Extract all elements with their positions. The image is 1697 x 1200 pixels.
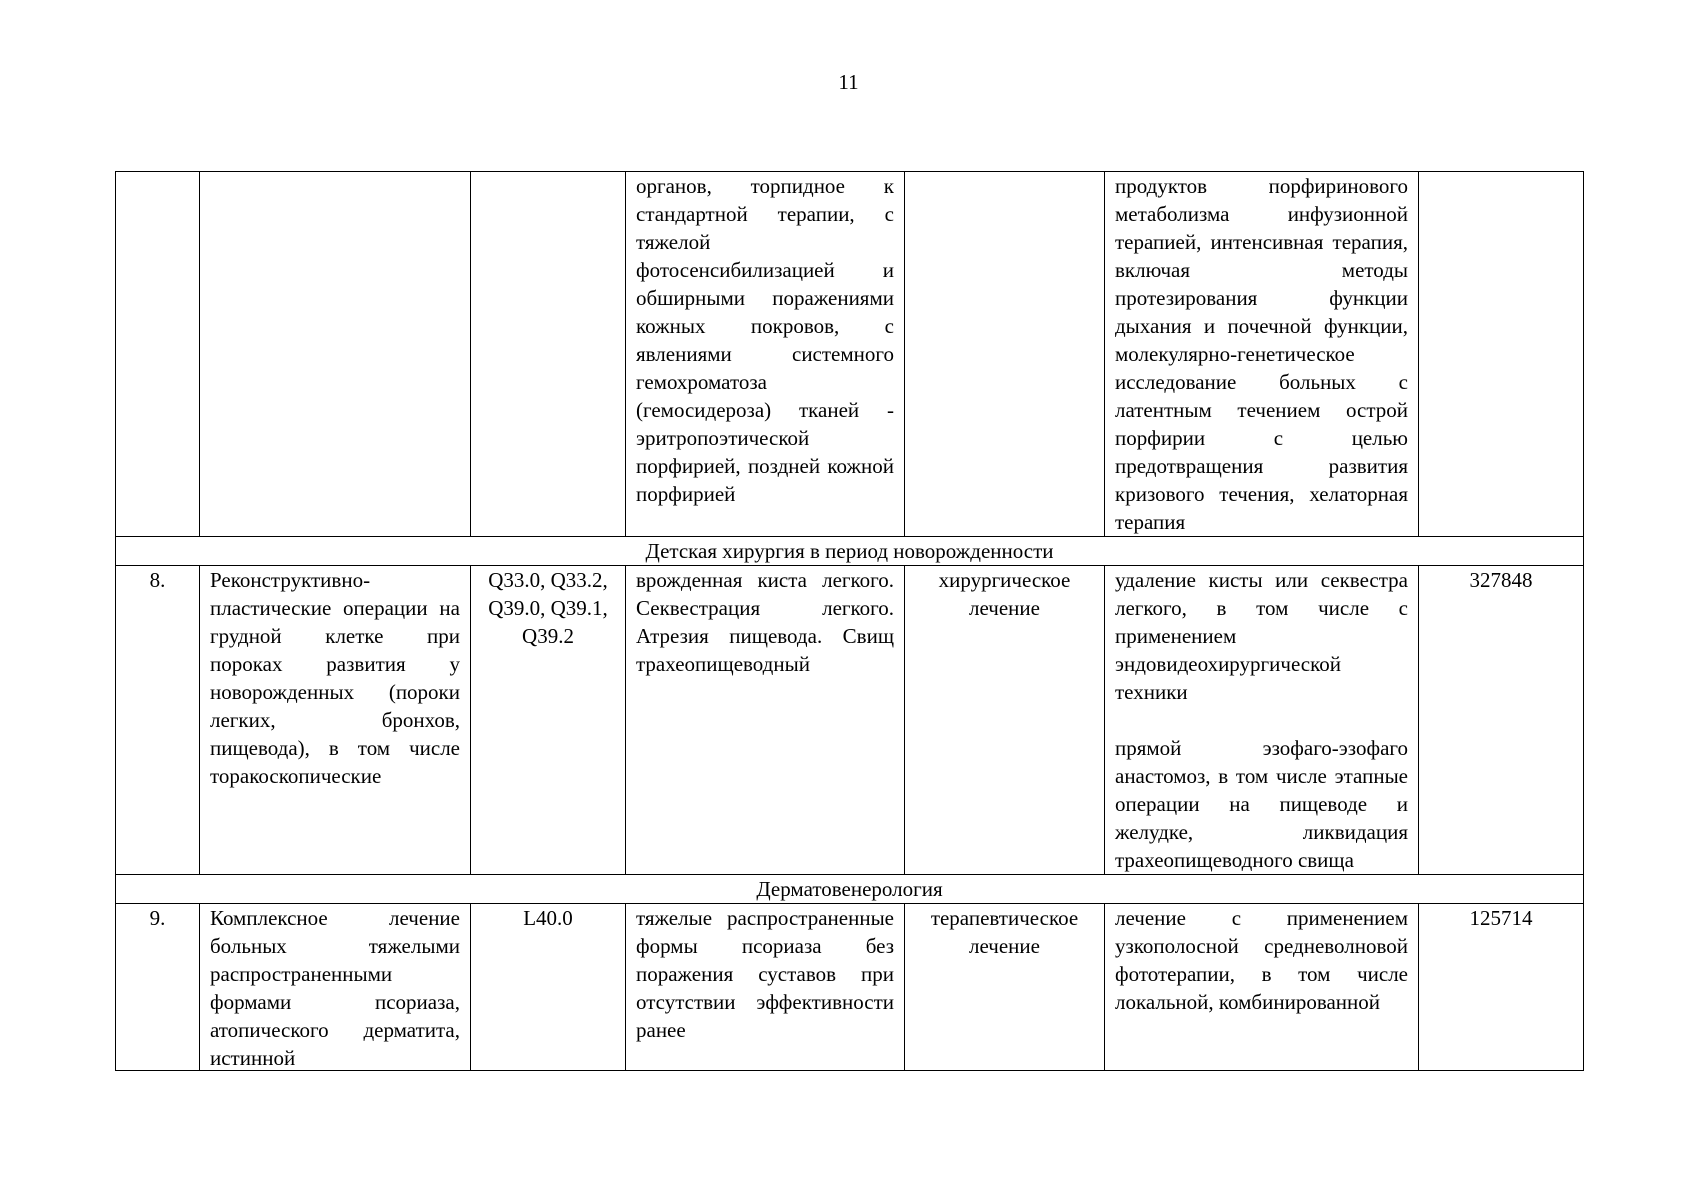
method-paragraph: удаление кисты или секвестра легкого, в том числе с применением эндовидеохирургической техники bbox=[1115, 568, 1408, 704]
table-row-continuation bbox=[116, 172, 1584, 537]
section-header-row bbox=[116, 537, 1584, 566]
section-title-dermatovenereology: Дерматовенерология bbox=[116, 875, 1584, 904]
cell-codes-empty bbox=[471, 172, 626, 537]
cell-procedure-name: Реконструктивно-пластические операции на грудной клетке при пороках развития у новорожденных (пороки легких, бронхов, пищевода), в том числе торакоскопические bbox=[200, 566, 471, 875]
method-paragraph: прямой эзофаго-эзофаго анастомоз, в том числе этапные операции на пищеводе и желудке, ликвидация трахеопищеводного свища bbox=[1115, 736, 1408, 872]
section-header-row bbox=[116, 875, 1584, 904]
cell-cost bbox=[1419, 904, 1584, 1071]
procedures-table bbox=[115, 171, 1584, 1071]
cell-method: продуктов порфиринового метаболизма инфузионной терапией, интенсивная терапия, включая методы протезирования функции дыхания и почечной функции, молекулярно-генетическое исследование больных с латентным течением острой порфирии с целью предотвращения развития кризового течения, хелаторная терапия bbox=[1105, 172, 1419, 537]
cell-treatment-type: хирургическое лечение bbox=[905, 566, 1105, 875]
cell-text: лечение с применением узкополосной средневолновой фототерапии, в том числе локальной, комбинированной bbox=[1115, 906, 1408, 1014]
cell-icd-codes bbox=[471, 904, 626, 1071]
cell-procedure-name bbox=[200, 904, 471, 1071]
cell-text: Комплексное лечение больных тяжелыми распространенными формами псориаза, атопического дерматита, истинной bbox=[210, 906, 460, 1070]
cell-treatment-empty bbox=[905, 172, 1105, 537]
cell-num-empty bbox=[116, 172, 200, 537]
section-title-pediatric-surgery: Детская хирургия в период новорожденности bbox=[116, 537, 1584, 566]
cell-description bbox=[626, 904, 905, 1071]
cell-text: 125714 bbox=[1469, 906, 1533, 930]
cell-row-number: 8. bbox=[116, 566, 200, 875]
cell-description: врожденная киста легкого. Секвестрация легкого. Атрезия пищевода. Свищ трахеопищеводный bbox=[626, 566, 905, 875]
cell-treatment-type bbox=[905, 904, 1105, 1071]
cell-text: 9. bbox=[149, 906, 166, 930]
cell-cost: 327848 bbox=[1419, 566, 1584, 875]
cell-text: тяжелые распространенные формы псориаза без поражения суставов при отсутствии эффективности ранее bbox=[636, 906, 894, 1042]
cell-name-empty bbox=[200, 172, 471, 537]
cell-description: органов, торпидное к стандартной терапии, с тяжелой фотосенсибилизацией и обширными поражениями кожных покровов, с явлениями системного гемохроматоза (гемосидероза) тканей - эритропоэтической порфирией, поздней кожной порфирией bbox=[626, 172, 905, 537]
cell-text: L40.0 bbox=[523, 906, 573, 930]
cell-row-number bbox=[116, 904, 200, 1071]
table-row-8 bbox=[116, 566, 1584, 875]
cell-method bbox=[1105, 904, 1419, 1071]
page-number: 11 bbox=[838, 70, 859, 94]
cell-cost-empty bbox=[1419, 172, 1584, 537]
cell-text: терапевтическое лечение bbox=[930, 906, 1079, 958]
cell-icd-codes: Q33.0, Q33.2, Q39.0, Q39.1, Q39.2 bbox=[471, 566, 626, 875]
cell-method bbox=[1105, 566, 1419, 875]
table-row-9 bbox=[116, 904, 1584, 1071]
paragraph-gap bbox=[1115, 706, 1408, 734]
